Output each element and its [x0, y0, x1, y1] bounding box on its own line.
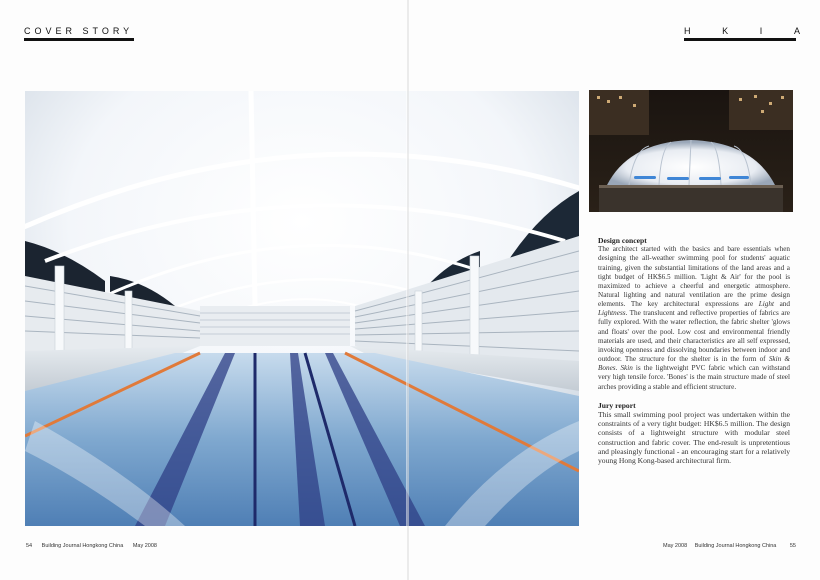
region-label — [684, 26, 800, 36]
body-emphasis: Light — [758, 300, 774, 309]
jury-report-heading: Jury report — [598, 400, 636, 410]
design-concept-body — [598, 245, 790, 392]
region-letter: H — [684, 26, 691, 36]
region-letter: K — [722, 26, 729, 36]
body-emphasis: Skin & Bones — [598, 355, 790, 373]
region-letter: A — [793, 26, 800, 36]
issue-date: May 2008 — [132, 543, 157, 549]
issue-date: May 2008 — [663, 543, 688, 549]
section-rule — [24, 38, 134, 41]
body-emphasis: Skin — [620, 364, 633, 373]
body-text: . — [615, 364, 621, 373]
body-emphasis: Lightness — [598, 309, 626, 318]
footer-right — [657, 543, 796, 549]
spread-gutter — [407, 0, 409, 580]
region-letter: I — [759, 26, 763, 36]
exterior-night-photo — [589, 90, 793, 212]
body-text: The architect started with the basics and bare essentials when designing the all-weather swimming pool for students' aquatic training, given the substantial limitations of the land areas and a tight budget of HK$6.5 million. 'Light & Air' for the pool is maximized to achieve a cheerful and energetic atmosphere. Natural lighting and natural ventilation are the prime design elements. The key architectural expressions are — [598, 245, 790, 309]
publication-name: Building Journal Hongkong China — [41, 543, 124, 549]
body-text: is the lightweight PVC fabric which can withstand very high tensile force. 'Bones' is the main structure made of steel arches providing a stable and efficient structure. — [598, 364, 790, 391]
page-number: 55 — [789, 543, 796, 549]
publication-name: Building Journal Hongkong China — [694, 543, 777, 549]
region-rule — [684, 38, 796, 41]
body-text: . The translucent and reflective properties of fabrics are fully explored. With the water reflection, the fabric shelter 'glows and floats' over the pool. Low cost and environmental friendly materials are used, and their characteristics are all self expressed, invoking openness and dissolving boundaries between indoor and outdoor. The structure for the shelter is in the form of — [598, 309, 790, 364]
design-concept-heading: Design concept — [598, 236, 647, 245]
pool-photo — [25, 91, 579, 526]
section-label: COVER STORY — [24, 26, 134, 36]
article-column — [598, 236, 790, 465]
body-text: and — [773, 300, 790, 309]
footer-left — [26, 543, 165, 549]
page-number: 54 — [26, 543, 33, 549]
jury-report-body: This small swimming pool project was undertaken within the constraints of a very tight budget: HK$6.5 million. The design consists of a lightweight structure with modular steel construction and fabric cover. The end-result is unpretentious and pleasingly functional - an encouraging start for a relatively young Hong Kong-based architectural firm. — [598, 409, 790, 465]
